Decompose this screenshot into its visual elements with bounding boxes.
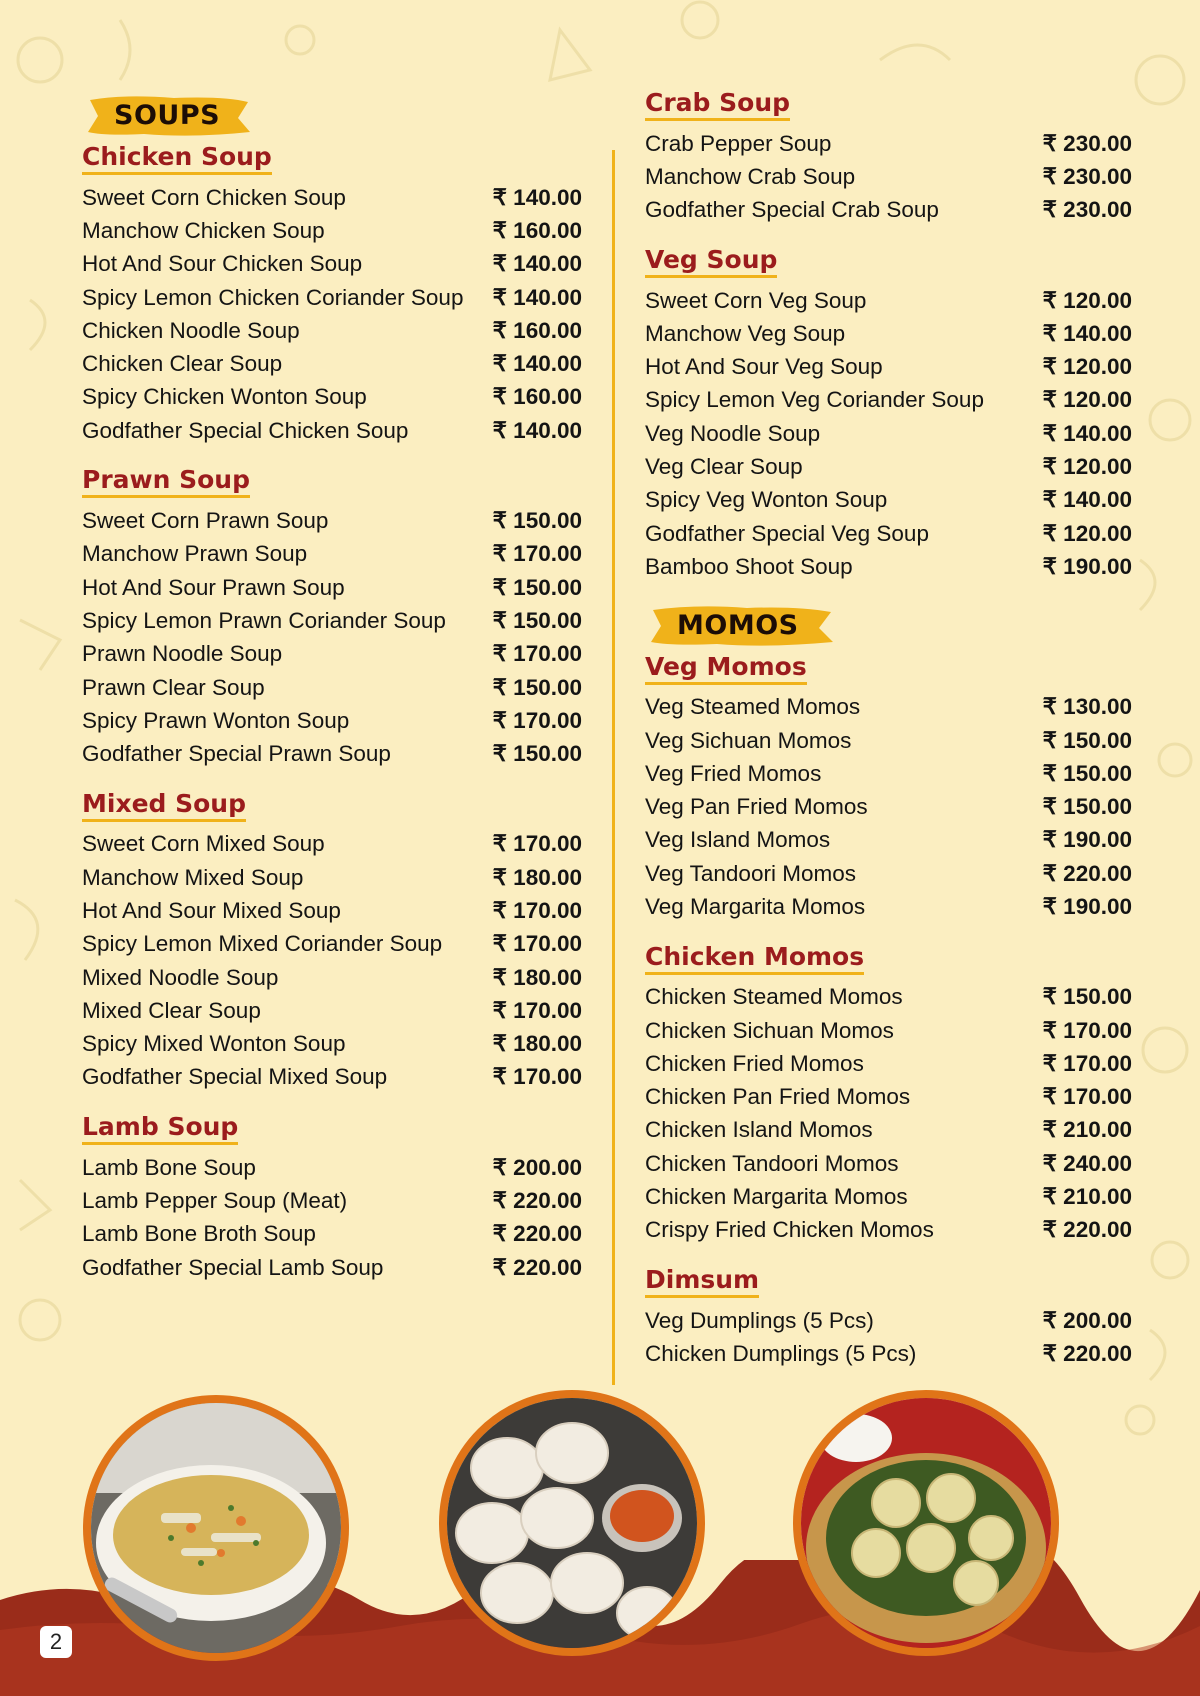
menu-item-name: Spicy Chicken Wonton Soup <box>82 384 367 410</box>
menu-item <box>82 214 582 247</box>
menu-item-price: ₹ 180.00 <box>492 864 582 890</box>
menu-item <box>82 928 582 961</box>
menu-item <box>82 181 582 214</box>
menu-item-name: Sweet Corn Prawn Soup <box>82 508 329 534</box>
menu-item-price: ₹ 160.00 <box>492 317 582 343</box>
menu-item-name: Veg Sichuan Momos <box>645 727 852 753</box>
menu-item-name: Manchow Prawn Soup <box>82 541 308 567</box>
menu-item <box>82 894 582 927</box>
menu-item-name: Spicy Mixed Wonton Soup <box>82 1031 346 1057</box>
menu-item-price: ₹ 150.00 <box>492 508 582 534</box>
menu-item <box>82 414 582 447</box>
dimsum-photo <box>793 1390 1059 1656</box>
menu-item-name: Crispy Fried Chicken Momos <box>645 1217 934 1243</box>
menu-item-price: ₹ 220.00 <box>492 1254 582 1280</box>
menu-section <box>82 142 582 447</box>
menu-item-price: ₹ 150.00 <box>1042 760 1132 786</box>
menu-item <box>82 994 582 1027</box>
menu-item <box>645 890 1132 923</box>
menu-item <box>82 538 582 571</box>
menu-item-name: Manchow Crab Soup <box>645 163 856 189</box>
menu-item-price: ₹ 230.00 <box>1042 163 1132 189</box>
menu-item-name: Mixed Noodle Soup <box>82 964 279 990</box>
menu-item-price: ₹ 190.00 <box>1042 893 1132 919</box>
menu-item-name: Godfather Special Lamb Soup <box>82 1254 384 1280</box>
menu-item <box>82 704 582 737</box>
menu-item-name: Sweet Corn Mixed Soup <box>82 831 325 857</box>
menu-item-name: Veg Island Momos <box>645 827 831 853</box>
menu-item-name: Chicken Pan Fried Momos <box>645 1084 911 1110</box>
momos-banner <box>647 602 1132 652</box>
menu-item-name: Spicy Lemon Mixed Coriander Soup <box>82 931 443 957</box>
category-heading: Chicken Soup <box>82 142 272 175</box>
menu-item-price: ₹ 220.00 <box>1042 1217 1132 1243</box>
menu-item-name: Chicken Dumplings (5 Pcs) <box>645 1340 917 1366</box>
menu-item-name: Veg Noodle Soup <box>645 420 821 446</box>
menu-item <box>645 160 1132 193</box>
menu-item-price: ₹ 230.00 <box>1042 130 1132 156</box>
menu-item-price: ₹ 190.00 <box>1042 827 1132 853</box>
menu-item-price: ₹ 140.00 <box>1042 420 1132 446</box>
menu-item <box>645 127 1132 160</box>
menu-section <box>645 652 1132 924</box>
soups-banner <box>84 92 582 142</box>
menu-item-name: Lamb Pepper Soup (Meat) <box>82 1188 348 1214</box>
menu-item-name: Godfather Special Mixed Soup <box>82 1064 388 1090</box>
menu-item-price: ₹ 150.00 <box>1042 984 1132 1010</box>
menu-item-name: Chicken Noodle Soup <box>82 317 300 343</box>
menu-item-price: ₹ 170.00 <box>1042 1084 1132 1110</box>
menu-item <box>82 1151 582 1184</box>
menu-item-price: ₹ 150.00 <box>492 741 582 767</box>
menu-section <box>82 789 582 1094</box>
menu-item-name: Sweet Corn Veg Soup <box>645 287 867 313</box>
menu-item-price: ₹ 150.00 <box>1042 794 1132 820</box>
menu-item-name: Lamb Bone Soup <box>82 1154 256 1180</box>
column-divider <box>612 150 615 1385</box>
menu-item-list <box>82 828 582 1094</box>
menu-item-price: ₹ 180.00 <box>492 964 582 990</box>
menu-item <box>645 724 1132 757</box>
category-heading: Chicken Momos <box>645 942 864 975</box>
menu-item-name: Chicken Tandoori Momos <box>645 1150 899 1176</box>
menu-item-name: Chicken Clear Soup <box>82 351 283 377</box>
menu-item-list <box>82 181 582 447</box>
menu-item-price: ₹ 140.00 <box>492 251 582 277</box>
menu-item-name: Veg Clear Soup <box>645 454 803 480</box>
menu-item <box>82 1251 582 1284</box>
menu-item-price: ₹ 220.00 <box>1042 1340 1132 1366</box>
menu-item-price: ₹ 140.00 <box>492 417 582 443</box>
soup-bowl-image <box>91 1403 341 1653</box>
menu-item-price: ₹ 170.00 <box>492 541 582 567</box>
menu-item-list <box>82 504 582 770</box>
menu-item-price: ₹ 210.00 <box>1042 1117 1132 1143</box>
menu-item-name: Godfather Special Chicken Soup <box>82 417 409 443</box>
menu-item-price: ₹ 170.00 <box>492 707 582 733</box>
menu-item-price: ₹ 160.00 <box>492 384 582 410</box>
menu-item <box>645 517 1132 550</box>
menu-item-list <box>645 284 1132 584</box>
soups-banner-label: SOUPS <box>114 100 221 131</box>
menu-item <box>645 824 1132 857</box>
menu-item-name: Mixed Clear Soup <box>82 997 261 1023</box>
menu-item-price: ₹ 150.00 <box>1042 727 1132 753</box>
menu-item-price: ₹ 150.00 <box>492 607 582 633</box>
momos-photo <box>439 1390 705 1656</box>
menu-item-name: Bamboo Shoot Soup <box>645 553 853 579</box>
category-heading: Veg Momos <box>645 652 807 685</box>
menu-item-price: ₹ 170.00 <box>1042 1017 1132 1043</box>
menu-item-price: ₹ 200.00 <box>492 1154 582 1180</box>
menu-item <box>82 861 582 894</box>
menu-item-name: Veg Dumplings (5 Pcs) <box>645 1307 874 1333</box>
menu-item <box>82 638 582 671</box>
menu-item-name: Chicken Fried Momos <box>645 1050 864 1076</box>
dimsum-basket-image <box>801 1398 1051 1648</box>
category-heading: Lamb Soup <box>82 1112 238 1145</box>
menu-item-price: ₹ 170.00 <box>492 1064 582 1090</box>
menu-item <box>645 1180 1132 1213</box>
menu-item-name: Hot And Sour Prawn Soup <box>82 574 345 600</box>
menu-item <box>82 1184 582 1217</box>
menu-item <box>82 828 582 861</box>
menu-item-price: ₹ 120.00 <box>1042 520 1132 546</box>
menu-item-name: Hot And Sour Veg Soup <box>645 354 883 380</box>
menu-item <box>645 1047 1132 1080</box>
menu-item-name: Manchow Mixed Soup <box>82 864 304 890</box>
menu-item-price: ₹ 180.00 <box>492 1031 582 1057</box>
menu-item-list <box>645 691 1132 924</box>
menu-item <box>82 504 582 537</box>
right-bottom-sections <box>645 652 1132 1371</box>
menu-item-list <box>645 981 1132 1247</box>
menu-item-price: ₹ 230.00 <box>1042 197 1132 223</box>
page-number: 2 <box>40 1626 72 1658</box>
menu-item-price: ₹ 120.00 <box>1042 354 1132 380</box>
menu-item-list <box>82 1151 582 1284</box>
menu-item-name: Chicken Island Momos <box>645 1117 873 1143</box>
right-column <box>645 88 1132 1389</box>
menu-item-price: ₹ 210.00 <box>1042 1184 1132 1210</box>
menu-item-price: ₹ 220.00 <box>492 1188 582 1214</box>
menu-item <box>645 1214 1132 1247</box>
menu-item-price: ₹ 170.00 <box>492 897 582 923</box>
soup-photo <box>83 1395 349 1661</box>
menu-item <box>82 1061 582 1094</box>
menu-item-price: ₹ 170.00 <box>492 997 582 1023</box>
menu-item-price: ₹ 240.00 <box>1042 1150 1132 1176</box>
menu-item-price: ₹ 130.00 <box>1042 694 1132 720</box>
menu-item <box>82 314 582 347</box>
menu-item <box>645 757 1132 790</box>
menu-item-name: Prawn Noodle Soup <box>82 641 283 667</box>
menu-item <box>82 248 582 281</box>
menu-item-price: ₹ 190.00 <box>1042 553 1132 579</box>
menu-item-price: ₹ 170.00 <box>492 931 582 957</box>
menu-section <box>82 465 582 770</box>
category-heading: Crab Soup <box>645 88 790 121</box>
menu-item-price: ₹ 200.00 <box>1042 1307 1132 1333</box>
menu-item-name: Hot And Sour Chicken Soup <box>82 251 363 277</box>
menu-item-price: ₹ 120.00 <box>1042 387 1132 413</box>
menu-item-name: Veg Pan Fried Momos <box>645 794 868 820</box>
menu-item <box>645 194 1132 227</box>
menu-item-name: Spicy Prawn Wonton Soup <box>82 707 350 733</box>
menu-item-name: Spicy Veg Wonton Soup <box>645 487 888 513</box>
category-heading: Mixed Soup <box>82 789 246 822</box>
menu-item-name: Spicy Lemon Chicken Coriander Soup <box>82 284 464 310</box>
menu-item <box>82 1218 582 1251</box>
menu-section <box>645 88 1132 227</box>
menu-item-name: Chicken Steamed Momos <box>645 984 903 1010</box>
menu-item-name: Sweet Corn Chicken Soup <box>82 184 346 210</box>
menu-item <box>82 604 582 637</box>
menu-item-name: Veg Margarita Momos <box>645 893 866 919</box>
menu-item <box>82 961 582 994</box>
menu-item-name: Godfather Special Prawn Soup <box>82 741 391 767</box>
menu-item-list <box>645 1304 1132 1371</box>
menu-item <box>645 857 1132 890</box>
menu-item-name: Crab Pepper Soup <box>645 130 832 156</box>
menu-item <box>82 1028 582 1061</box>
menu-item-name: Godfather Special Crab Soup <box>645 197 939 223</box>
menu-section <box>82 1112 582 1284</box>
menu-item-name: Spicy Lemon Prawn Coriander Soup <box>82 607 446 633</box>
menu-item-name: Veg Fried Momos <box>645 760 822 786</box>
momos-plate-image <box>447 1398 697 1648</box>
menu-item <box>645 484 1132 517</box>
menu-section <box>645 1265 1132 1371</box>
menu-item <box>645 350 1132 383</box>
menu-item-name: Prawn Clear Soup <box>82 674 265 700</box>
menu-item <box>645 550 1132 583</box>
menu-item-price: ₹ 160.00 <box>492 217 582 243</box>
menu-item-price: ₹ 220.00 <box>492 1221 582 1247</box>
menu-item-price: ₹ 150.00 <box>492 574 582 600</box>
menu-item-price: ₹ 150.00 <box>492 674 582 700</box>
menu-item <box>645 1337 1132 1370</box>
menu-section <box>645 245 1132 584</box>
menu-item-name: Hot And Sour Mixed Soup <box>82 897 341 923</box>
menu-item <box>645 1147 1132 1180</box>
menu-item-name: Godfather Special Veg Soup <box>645 520 929 546</box>
menu-item <box>82 381 582 414</box>
menu-item <box>645 417 1132 450</box>
menu-section <box>645 942 1132 1247</box>
momos-banner-label: MOMOS <box>677 609 799 641</box>
menu-item <box>645 790 1132 823</box>
menu-item-price: ₹ 170.00 <box>492 641 582 667</box>
left-column <box>82 92 582 1302</box>
menu-item <box>645 284 1132 317</box>
menu-item-name: Lamb Bone Broth Soup <box>82 1221 316 1247</box>
menu-item <box>82 281 582 314</box>
menu-item-name: Veg Steamed Momos <box>645 694 861 720</box>
menu-item <box>645 691 1132 724</box>
menu-item-name: Chicken Margarita Momos <box>645 1184 908 1210</box>
menu-item <box>82 737 582 770</box>
menu-item-price: ₹ 120.00 <box>1042 454 1132 480</box>
menu-item <box>645 1081 1132 1114</box>
menu-item-name: Manchow Veg Soup <box>645 320 846 346</box>
category-heading: Prawn Soup <box>82 465 250 498</box>
menu-item-list <box>645 127 1132 227</box>
menu-item <box>645 981 1132 1014</box>
menu-item-price: ₹ 140.00 <box>1042 320 1132 346</box>
category-heading: Dimsum <box>645 1265 759 1298</box>
menu-item <box>645 384 1132 417</box>
menu-item-price: ₹ 220.00 <box>1042 860 1132 886</box>
right-top-sections <box>645 88 1132 584</box>
menu-item-price: ₹ 140.00 <box>492 284 582 310</box>
menu-item-price: ₹ 120.00 <box>1042 287 1132 313</box>
menu-item <box>645 1304 1132 1337</box>
menu-item-name: Veg Tandoori Momos <box>645 860 856 886</box>
menu-item-price: ₹ 170.00 <box>492 831 582 857</box>
category-heading: Veg Soup <box>645 245 777 278</box>
menu-item-price: ₹ 170.00 <box>1042 1050 1132 1076</box>
menu-item <box>82 571 582 604</box>
menu-item <box>645 1114 1132 1147</box>
menu-item <box>645 1014 1132 1047</box>
menu-item-name: Spicy Lemon Veg Coriander Soup <box>645 387 984 413</box>
menu-item-price: ₹ 140.00 <box>492 184 582 210</box>
menu-item <box>645 450 1132 483</box>
menu-item-price: ₹ 140.00 <box>1042 487 1132 513</box>
menu-item <box>82 671 582 704</box>
menu-item-name: Chicken Sichuan Momos <box>645 1017 894 1043</box>
menu-item-name: Manchow Chicken Soup <box>82 217 325 243</box>
menu-item-price: ₹ 140.00 <box>492 351 582 377</box>
menu-item <box>645 317 1132 350</box>
left-sections <box>82 142 582 1284</box>
menu-item <box>82 347 582 380</box>
